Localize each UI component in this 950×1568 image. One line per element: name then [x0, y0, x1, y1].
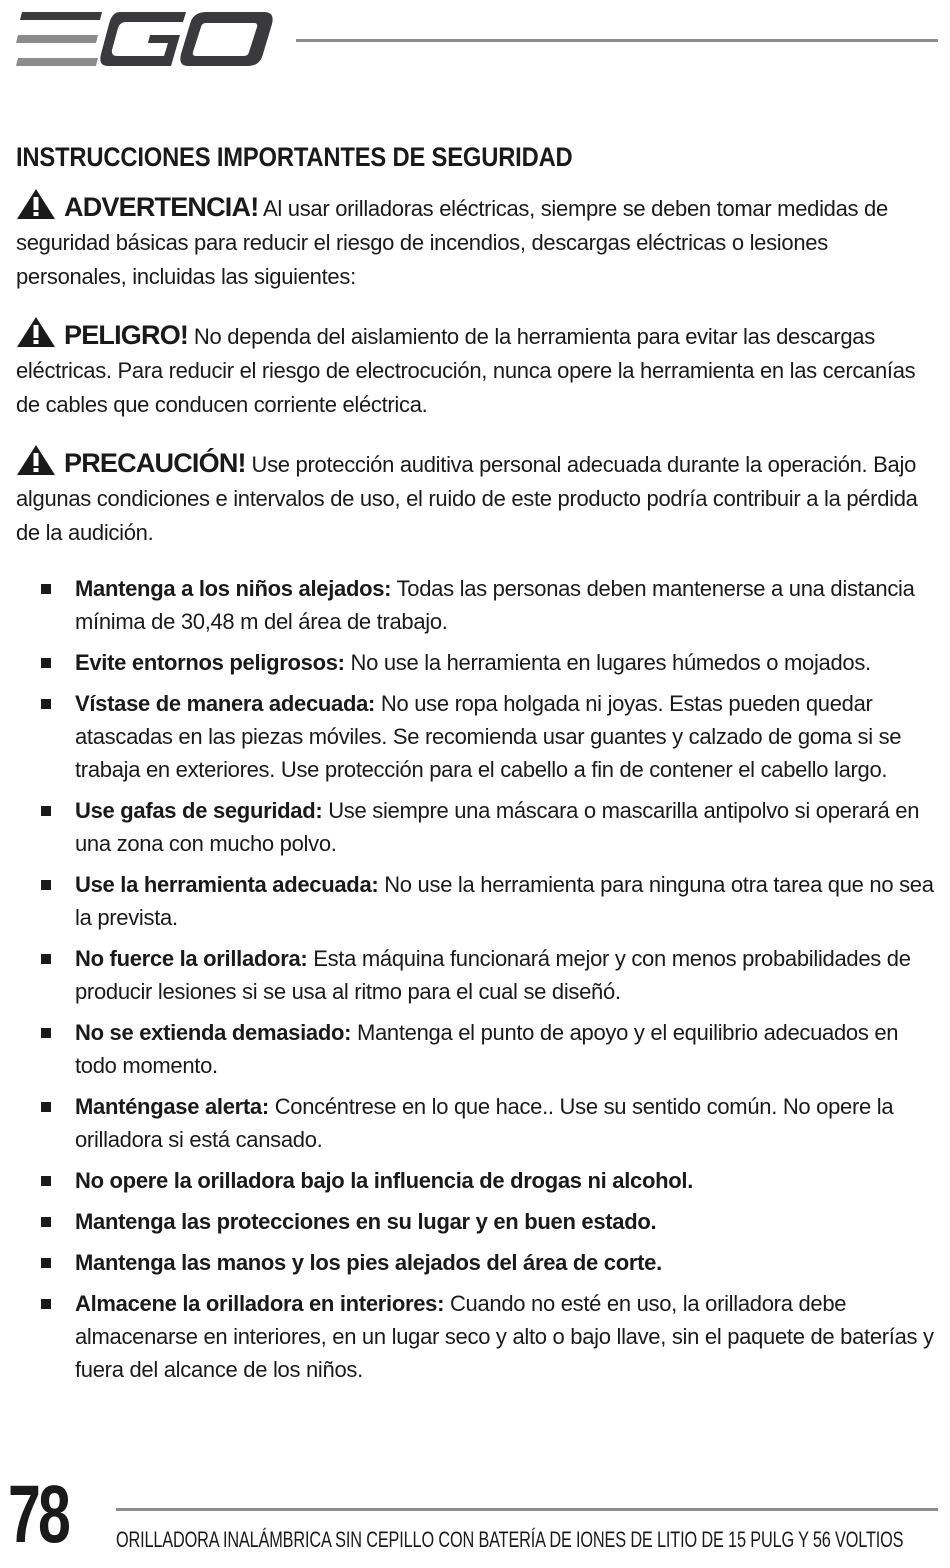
list-item [16, 942, 940, 1008]
safety-content [16, 140, 940, 1394]
bullet-square-icon [41, 584, 51, 594]
bullet-label: Vístase de manera adecuada: [75, 691, 376, 716]
notice-text: Use protección auditiva personal adecuada durante la operación. Bajo algunas condiciones e intervalos de uso, el ruido de este producto podría contribuir a la pérdida de la audición. [16, 452, 918, 545]
notice-peligro [16, 316, 940, 422]
product-title: ORILLADORA INALÁMBRICA SIN CEPILLO CON BATERÍA DE IONES DE LITIO DE 15 PULG Y 56 VOLTIOS [116, 1527, 904, 1552]
bullet-label: Evite entornos peligrosos: [75, 650, 345, 675]
warning-triangle-icon [16, 316, 56, 348]
list-item [16, 646, 940, 679]
notice-lead: ADVERTENCIA! [64, 192, 259, 222]
list-item [16, 1205, 940, 1238]
list-item [16, 1164, 940, 1197]
bullet-label: No fuerce la orilladora: [75, 946, 308, 971]
bullet-square-icon [41, 1258, 51, 1268]
notice-text: Al usar orilladoras eléctricas, siempre se deben tomar medidas de seguridad básicas para reducir el riesgo de incendios, descargas eléctricas o lesiones personales, incluidas las siguientes: [16, 196, 888, 289]
bullet-text: Todas las personas deben mantenerse a una distancia mínima de 30,48 m del área de trabajo. [75, 576, 915, 634]
list-item [16, 868, 940, 934]
warning-triangle-icon [16, 444, 56, 476]
ego-logo [16, 10, 274, 68]
bullet-text: No use la herramienta en lugares húmedos o mojados. [344, 650, 871, 675]
page-header [0, 0, 950, 80]
notice-advertencia [16, 188, 940, 294]
bullet-square-icon [41, 806, 51, 816]
bullet-text: Cuando no esté en uso, la orilladora debe almacenarse en interiores, en un lugar seco y alto o bajo llave, sin el paquete de baterías y fuera del alcance de los niños. [75, 1291, 934, 1382]
bullet-label: Manténgase alerta: [75, 1094, 269, 1119]
page-number: 78 [8, 1469, 68, 1560]
bullet-text: No use la herramienta para ninguna otra tarea que no sea la prevista. [75, 872, 934, 930]
warning-triangle-icon [16, 188, 56, 220]
bullet-square-icon [41, 1217, 51, 1227]
footer-divider [116, 1508, 938, 1511]
bullet-square-icon [41, 1028, 51, 1038]
notice-lead: PRECAUCIÓN! [64, 448, 246, 478]
bullet-label: No opere la orilladora bajo la influencia de drogas ni alcohol. [75, 1168, 694, 1193]
notice-precaucion [16, 444, 940, 550]
bullet-square-icon [41, 1102, 51, 1112]
list-item [16, 572, 940, 638]
notice-lead: PELIGRO! [64, 320, 189, 350]
bullet-label: Mantenga las protecciones en su lugar y en buen estado. [75, 1209, 657, 1234]
bullet-square-icon [41, 1176, 51, 1186]
notice-text: No dependa del aislamiento de la herramienta para evitar las descargas eléctricas. Para reducir el riesgo de electrocución, nunca opere la herramienta en las cercanías de cables que conducen corriente eléctrica. [16, 324, 916, 417]
bullet-square-icon [41, 699, 51, 709]
bullet-text: Mantenga el punto de apoyo y el equilibrio adecuados en todo momento. [75, 1020, 899, 1078]
list-item [16, 1016, 940, 1082]
bullet-text: No use ropa holgada ni joyas. Estas pueden quedar atascadas en las piezas móviles. Se recomienda usar guantes y calzado de goma si se trabaja en exteriores. Use protección para el cabello a fin de contener el cabello largo. [75, 691, 902, 782]
bullet-label: Use gafas de seguridad: [75, 798, 323, 823]
bullet-label: Mantenga las manos y los pies alejados del área de corte. [75, 1250, 662, 1275]
bullet-label: Mantenga a los niños alejados: [75, 576, 392, 601]
bullet-square-icon [41, 1299, 51, 1309]
bullet-square-icon [41, 954, 51, 964]
bullet-label: No se extienda demasiado: [75, 1020, 352, 1045]
bullet-label: Use la herramienta adecuada: [75, 872, 379, 897]
list-item [16, 1090, 940, 1156]
bullet-square-icon [41, 880, 51, 890]
bullet-label: Almacene la orilladora en interiores: [75, 1291, 445, 1316]
section-title: INSTRUCCIONES IMPORTANTES DE SEGURIDAD [16, 142, 573, 172]
list-item [16, 1287, 940, 1386]
bullet-text: Esta máquina funcionará mejor y con menos probabilidades de producir lesiones si se usa al ritmo para el cual se diseñó. [75, 946, 911, 1004]
bullet-text: Use siempre una máscara o mascarilla antipolvo si operará en una zona con mucho polvo. [75, 798, 920, 856]
list-item [16, 687, 940, 786]
list-item [16, 794, 940, 860]
header-divider [296, 39, 938, 42]
page-footer [0, 1470, 950, 1568]
safety-bullet-list [16, 572, 940, 1386]
bullet-square-icon [41, 658, 51, 668]
list-item [16, 1246, 940, 1279]
bullet-text: Concéntrese en lo que hace.. Use su sentido común. No opere la orilladora si está cansado. [75, 1094, 894, 1152]
